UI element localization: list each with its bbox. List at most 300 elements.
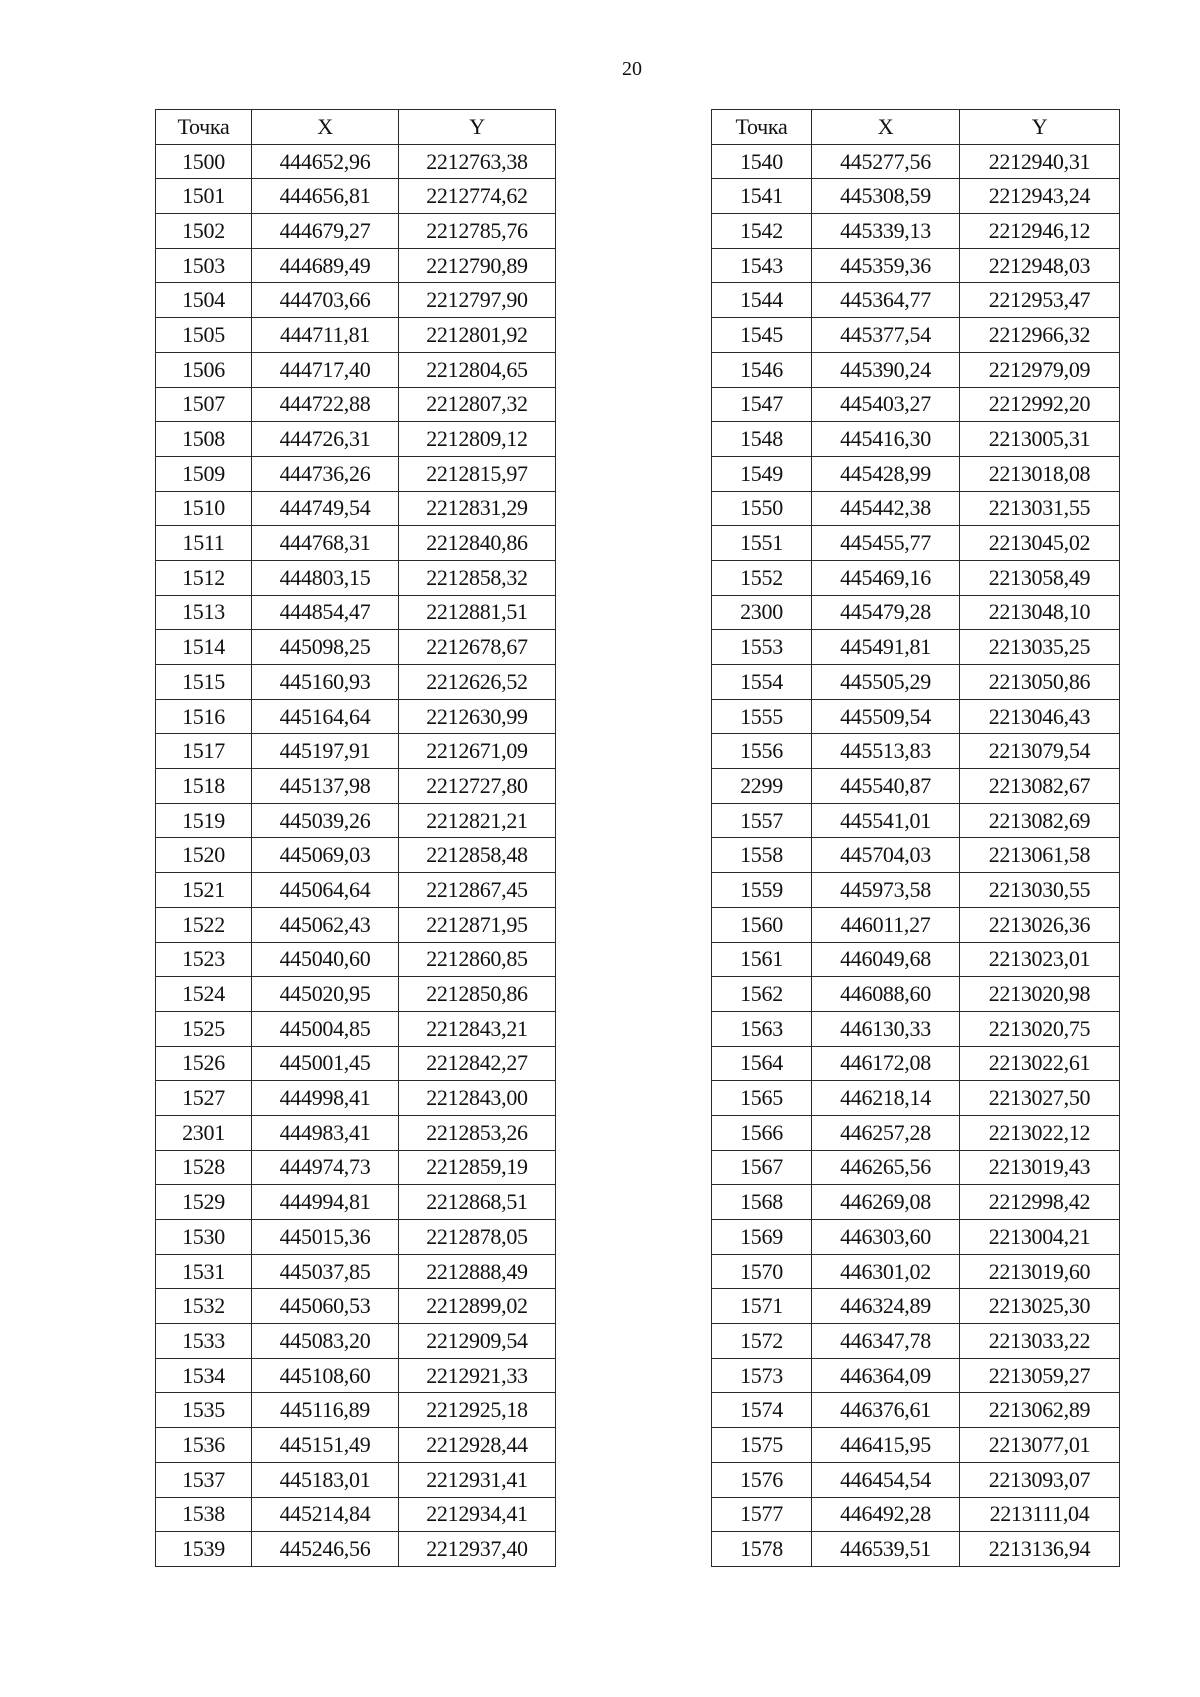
x-coordinate-cell: 446265,56 xyxy=(812,1150,960,1185)
y-coordinate-cell: 2213018,08 xyxy=(960,456,1120,491)
point-number-cell: 1516 xyxy=(156,699,252,734)
point-number-cell: 1532 xyxy=(156,1289,252,1324)
y-coordinate-cell: 2213022,12 xyxy=(960,1115,1120,1150)
x-coordinate-cell: 445040,60 xyxy=(252,942,399,977)
y-coordinate-cell: 2212888,49 xyxy=(399,1254,556,1289)
table-row xyxy=(712,248,1120,283)
point-number-cell: 1568 xyxy=(712,1185,812,1220)
header-x: X xyxy=(812,110,960,145)
point-number-cell: 1527 xyxy=(156,1081,252,1116)
table-row xyxy=(156,1150,556,1185)
y-coordinate-cell: 2213020,75 xyxy=(960,1011,1120,1046)
table-row xyxy=(156,665,556,700)
y-coordinate-cell: 2212678,67 xyxy=(399,630,556,665)
point-number-cell: 1571 xyxy=(712,1289,812,1324)
y-coordinate-cell: 2213004,21 xyxy=(960,1220,1120,1255)
point-number-cell: 1542 xyxy=(712,214,812,249)
header-y: Y xyxy=(399,110,556,145)
point-number-cell: 1573 xyxy=(712,1358,812,1393)
table-row xyxy=(712,1428,1120,1463)
y-coordinate-cell: 2213019,43 xyxy=(960,1150,1120,1185)
point-number-cell: 1566 xyxy=(712,1115,812,1150)
x-coordinate-cell: 445108,60 xyxy=(252,1358,399,1393)
y-coordinate-cell: 2213136,94 xyxy=(960,1532,1120,1567)
table-row xyxy=(712,1358,1120,1393)
point-number-cell: 1514 xyxy=(156,630,252,665)
table-row xyxy=(712,1081,1120,1116)
table-row xyxy=(712,1393,1120,1428)
point-number-cell: 1524 xyxy=(156,977,252,1012)
y-coordinate-cell: 2212860,85 xyxy=(399,942,556,977)
point-number-cell: 1530 xyxy=(156,1220,252,1255)
y-coordinate-cell: 2212867,45 xyxy=(399,873,556,908)
x-coordinate-cell: 446088,60 xyxy=(812,977,960,1012)
table-row xyxy=(712,352,1120,387)
y-coordinate-cell: 2213093,07 xyxy=(960,1462,1120,1497)
table-row xyxy=(156,838,556,873)
x-coordinate-cell: 445062,43 xyxy=(252,907,399,942)
table-row xyxy=(156,1220,556,1255)
table-row xyxy=(712,491,1120,526)
x-coordinate-cell: 445098,25 xyxy=(252,630,399,665)
table-row xyxy=(712,1150,1120,1185)
point-number-cell: 1501 xyxy=(156,179,252,214)
point-number-cell: 1556 xyxy=(712,734,812,769)
table-row xyxy=(712,1011,1120,1046)
y-coordinate-cell: 2212727,80 xyxy=(399,769,556,804)
point-number-cell: 1555 xyxy=(712,699,812,734)
header-point: Точка xyxy=(712,110,812,145)
y-coordinate-cell: 2213059,27 xyxy=(960,1358,1120,1393)
point-number-cell: 1576 xyxy=(712,1462,812,1497)
x-coordinate-cell: 444722,88 xyxy=(252,387,399,422)
x-coordinate-cell: 445973,58 xyxy=(812,873,960,908)
table-row xyxy=(712,1532,1120,1567)
table-row xyxy=(156,1358,556,1393)
table-row xyxy=(712,560,1120,595)
point-number-cell: 1549 xyxy=(712,456,812,491)
x-coordinate-cell: 446539,51 xyxy=(812,1532,960,1567)
x-coordinate-cell: 446492,28 xyxy=(812,1497,960,1532)
point-number-cell: 1502 xyxy=(156,214,252,249)
y-coordinate-cell: 2212921,33 xyxy=(399,1358,556,1393)
x-coordinate-cell: 445083,20 xyxy=(252,1324,399,1359)
coordinates-table-left xyxy=(155,109,556,1567)
y-coordinate-cell: 2212763,38 xyxy=(399,144,556,179)
table-row xyxy=(712,387,1120,422)
y-coordinate-cell: 2212934,41 xyxy=(399,1497,556,1532)
y-coordinate-cell: 2212909,54 xyxy=(399,1324,556,1359)
coordinates-table-right xyxy=(711,109,1120,1567)
y-coordinate-cell: 2213082,67 xyxy=(960,769,1120,804)
table-row xyxy=(712,838,1120,873)
y-coordinate-cell: 2212966,32 xyxy=(960,318,1120,353)
table-row xyxy=(156,803,556,838)
x-coordinate-cell: 446011,27 xyxy=(812,907,960,942)
point-number-cell: 1575 xyxy=(712,1428,812,1463)
x-coordinate-cell: 446049,68 xyxy=(812,942,960,977)
point-number-cell: 1569 xyxy=(712,1220,812,1255)
x-coordinate-cell: 446269,08 xyxy=(812,1185,960,1220)
point-number-cell: 1578 xyxy=(712,1532,812,1567)
y-coordinate-cell: 2213033,22 xyxy=(960,1324,1120,1359)
y-coordinate-cell: 2212801,92 xyxy=(399,318,556,353)
header-x: X xyxy=(252,110,399,145)
point-number-cell: 1508 xyxy=(156,422,252,457)
y-coordinate-cell: 2212925,18 xyxy=(399,1393,556,1428)
header-point: Точка xyxy=(156,110,252,145)
table-row xyxy=(156,1428,556,1463)
point-number-cell: 1560 xyxy=(712,907,812,942)
y-coordinate-cell: 2213019,60 xyxy=(960,1254,1120,1289)
x-coordinate-cell: 446257,28 xyxy=(812,1115,960,1150)
table-row xyxy=(712,769,1120,804)
y-coordinate-cell: 2212992,20 xyxy=(960,387,1120,422)
point-number-cell: 1540 xyxy=(712,144,812,179)
x-coordinate-cell: 445037,85 xyxy=(252,1254,399,1289)
x-coordinate-cell: 445339,13 xyxy=(812,214,960,249)
x-coordinate-cell: 444656,81 xyxy=(252,179,399,214)
point-number-cell: 1538 xyxy=(156,1497,252,1532)
y-coordinate-cell: 2212953,47 xyxy=(960,283,1120,318)
x-coordinate-cell: 445151,49 xyxy=(252,1428,399,1463)
y-coordinate-cell: 2212797,90 xyxy=(399,283,556,318)
y-coordinate-cell: 2212946,12 xyxy=(960,214,1120,249)
x-coordinate-cell: 445479,28 xyxy=(812,595,960,630)
x-coordinate-cell: 446218,14 xyxy=(812,1081,960,1116)
y-coordinate-cell: 2212843,00 xyxy=(399,1081,556,1116)
y-coordinate-cell: 2212831,29 xyxy=(399,491,556,526)
table-row xyxy=(156,1011,556,1046)
x-coordinate-cell: 446324,89 xyxy=(812,1289,960,1324)
table-row xyxy=(712,1115,1120,1150)
table-row xyxy=(156,907,556,942)
y-coordinate-cell: 2212785,76 xyxy=(399,214,556,249)
x-coordinate-cell: 445509,54 xyxy=(812,699,960,734)
point-number-cell: 1543 xyxy=(712,248,812,283)
y-coordinate-cell: 2213045,02 xyxy=(960,526,1120,561)
table-row xyxy=(712,699,1120,734)
x-coordinate-cell: 445214,84 xyxy=(252,1497,399,1532)
point-number-cell: 1526 xyxy=(156,1046,252,1081)
table-row xyxy=(712,1497,1120,1532)
point-number-cell: 1522 xyxy=(156,907,252,942)
y-coordinate-cell: 2213030,55 xyxy=(960,873,1120,908)
point-number-cell: 1577 xyxy=(712,1497,812,1532)
point-number-cell: 1529 xyxy=(156,1185,252,1220)
x-coordinate-cell: 444803,15 xyxy=(252,560,399,595)
x-coordinate-cell: 445069,03 xyxy=(252,838,399,873)
y-coordinate-cell: 2212878,05 xyxy=(399,1220,556,1255)
x-coordinate-cell: 444736,26 xyxy=(252,456,399,491)
x-coordinate-cell: 445540,87 xyxy=(812,769,960,804)
table-row xyxy=(712,283,1120,318)
table-row xyxy=(712,1220,1120,1255)
y-coordinate-cell: 2212931,41 xyxy=(399,1462,556,1497)
point-number-cell: 1559 xyxy=(712,873,812,908)
y-coordinate-cell: 2213026,36 xyxy=(960,907,1120,942)
x-coordinate-cell: 445277,56 xyxy=(812,144,960,179)
table-row xyxy=(156,1046,556,1081)
x-coordinate-cell: 445020,95 xyxy=(252,977,399,1012)
y-coordinate-cell: 2213035,25 xyxy=(960,630,1120,665)
table-row xyxy=(156,1462,556,1497)
x-coordinate-cell: 444768,31 xyxy=(252,526,399,561)
table-row xyxy=(712,595,1120,630)
table-row xyxy=(156,1324,556,1359)
x-coordinate-cell: 445505,29 xyxy=(812,665,960,700)
x-coordinate-cell: 444711,81 xyxy=(252,318,399,353)
x-coordinate-cell: 444994,81 xyxy=(252,1185,399,1220)
point-number-cell: 1507 xyxy=(156,387,252,422)
table-row xyxy=(156,699,556,734)
table-row xyxy=(156,491,556,526)
table-row xyxy=(712,1462,1120,1497)
point-number-cell: 1565 xyxy=(712,1081,812,1116)
table-row xyxy=(712,873,1120,908)
table-row xyxy=(712,942,1120,977)
x-coordinate-cell: 445364,77 xyxy=(812,283,960,318)
y-coordinate-cell: 2212774,62 xyxy=(399,179,556,214)
x-coordinate-cell: 446301,02 xyxy=(812,1254,960,1289)
x-coordinate-cell: 445039,26 xyxy=(252,803,399,838)
point-number-cell: 1552 xyxy=(712,560,812,595)
point-number-cell: 1505 xyxy=(156,318,252,353)
table-row xyxy=(156,456,556,491)
x-coordinate-cell: 445183,01 xyxy=(252,1462,399,1497)
x-coordinate-cell: 445015,36 xyxy=(252,1220,399,1255)
point-number-cell: 1533 xyxy=(156,1324,252,1359)
point-number-cell: 1500 xyxy=(156,144,252,179)
x-coordinate-cell: 445001,45 xyxy=(252,1046,399,1081)
table-row xyxy=(156,595,556,630)
table-row xyxy=(156,1497,556,1532)
y-coordinate-cell: 2212821,21 xyxy=(399,803,556,838)
table-row xyxy=(712,214,1120,249)
table-row xyxy=(712,1185,1120,1220)
y-coordinate-cell: 2213079,54 xyxy=(960,734,1120,769)
y-coordinate-cell: 2212809,12 xyxy=(399,422,556,457)
y-coordinate-cell: 2212943,24 xyxy=(960,179,1120,214)
point-number-cell: 1509 xyxy=(156,456,252,491)
x-coordinate-cell: 446415,95 xyxy=(812,1428,960,1463)
table-row xyxy=(156,630,556,665)
x-coordinate-cell: 445416,30 xyxy=(812,422,960,457)
point-number-cell: 1544 xyxy=(712,283,812,318)
y-coordinate-cell: 2213031,55 xyxy=(960,491,1120,526)
table-row xyxy=(156,1289,556,1324)
point-number-cell: 1572 xyxy=(712,1324,812,1359)
y-coordinate-cell: 2212858,32 xyxy=(399,560,556,595)
table-row xyxy=(156,352,556,387)
table-row xyxy=(156,734,556,769)
table-header-row xyxy=(156,110,556,145)
x-coordinate-cell: 444998,41 xyxy=(252,1081,399,1116)
point-number-cell: 1551 xyxy=(712,526,812,561)
table-row xyxy=(156,387,556,422)
x-coordinate-cell: 445308,59 xyxy=(812,179,960,214)
point-number-cell: 2299 xyxy=(712,769,812,804)
table-row xyxy=(712,630,1120,665)
x-coordinate-cell: 445377,54 xyxy=(812,318,960,353)
y-coordinate-cell: 2212940,31 xyxy=(960,144,1120,179)
y-coordinate-cell: 2212630,99 xyxy=(399,699,556,734)
point-number-cell: 2300 xyxy=(712,595,812,630)
table-row xyxy=(156,977,556,1012)
point-number-cell: 1546 xyxy=(712,352,812,387)
point-number-cell: 1548 xyxy=(712,422,812,457)
y-coordinate-cell: 2212871,95 xyxy=(399,907,556,942)
point-number-cell: 1513 xyxy=(156,595,252,630)
y-coordinate-cell: 2213111,04 xyxy=(960,1497,1120,1532)
y-coordinate-cell: 2213023,01 xyxy=(960,942,1120,977)
point-number-cell: 1518 xyxy=(156,769,252,804)
table-row xyxy=(712,803,1120,838)
point-number-cell: 1550 xyxy=(712,491,812,526)
point-number-cell: 1528 xyxy=(156,1150,252,1185)
y-coordinate-cell: 2212881,51 xyxy=(399,595,556,630)
y-coordinate-cell: 2212804,65 xyxy=(399,352,556,387)
y-coordinate-cell: 2213025,30 xyxy=(960,1289,1120,1324)
point-number-cell: 1521 xyxy=(156,873,252,908)
table-row xyxy=(712,907,1120,942)
x-coordinate-cell: 444974,73 xyxy=(252,1150,399,1185)
y-coordinate-cell: 2213027,50 xyxy=(960,1081,1120,1116)
table-row xyxy=(156,422,556,457)
x-coordinate-cell: 445116,89 xyxy=(252,1393,399,1428)
point-number-cell: 1535 xyxy=(156,1393,252,1428)
point-number-cell: 1525 xyxy=(156,1011,252,1046)
x-coordinate-cell: 445359,36 xyxy=(812,248,960,283)
x-coordinate-cell: 446454,54 xyxy=(812,1462,960,1497)
point-number-cell: 1558 xyxy=(712,838,812,873)
y-coordinate-cell: 2212979,09 xyxy=(960,352,1120,387)
x-coordinate-cell: 445491,81 xyxy=(812,630,960,665)
table-row xyxy=(156,248,556,283)
point-number-cell: 1536 xyxy=(156,1428,252,1463)
table-row xyxy=(156,1081,556,1116)
point-number-cell: 1574 xyxy=(712,1393,812,1428)
table-row xyxy=(712,318,1120,353)
x-coordinate-cell: 445442,38 xyxy=(812,491,960,526)
table-row xyxy=(712,144,1120,179)
x-coordinate-cell: 446130,33 xyxy=(812,1011,960,1046)
x-coordinate-cell: 445390,24 xyxy=(812,352,960,387)
table-header-row xyxy=(712,110,1120,145)
point-number-cell: 1567 xyxy=(712,1150,812,1185)
x-coordinate-cell: 444703,66 xyxy=(252,283,399,318)
y-coordinate-cell: 2212899,02 xyxy=(399,1289,556,1324)
y-coordinate-cell: 2212948,03 xyxy=(960,248,1120,283)
table-row xyxy=(156,144,556,179)
x-coordinate-cell: 445428,99 xyxy=(812,456,960,491)
table-row xyxy=(156,318,556,353)
point-number-cell: 1554 xyxy=(712,665,812,700)
y-coordinate-cell: 2212671,09 xyxy=(399,734,556,769)
table-row xyxy=(156,1115,556,1150)
point-number-cell: 1539 xyxy=(156,1532,252,1567)
y-coordinate-cell: 2212843,21 xyxy=(399,1011,556,1046)
x-coordinate-cell: 445064,64 xyxy=(252,873,399,908)
x-coordinate-cell: 445004,85 xyxy=(252,1011,399,1046)
y-coordinate-cell: 2212815,97 xyxy=(399,456,556,491)
table-row xyxy=(712,422,1120,457)
point-number-cell: 1517 xyxy=(156,734,252,769)
x-coordinate-cell: 445455,77 xyxy=(812,526,960,561)
y-coordinate-cell: 2212840,86 xyxy=(399,526,556,561)
x-coordinate-cell: 446364,09 xyxy=(812,1358,960,1393)
point-number-cell: 1520 xyxy=(156,838,252,873)
y-coordinate-cell: 2212790,89 xyxy=(399,248,556,283)
point-number-cell: 1545 xyxy=(712,318,812,353)
table-row xyxy=(712,526,1120,561)
y-coordinate-cell: 2213061,58 xyxy=(960,838,1120,873)
point-number-cell: 1562 xyxy=(712,977,812,1012)
y-coordinate-cell: 2213005,31 xyxy=(960,422,1120,457)
x-coordinate-cell: 445704,03 xyxy=(812,838,960,873)
header-y: Y xyxy=(960,110,1120,145)
table-row xyxy=(156,560,556,595)
table-row xyxy=(712,977,1120,1012)
table-row xyxy=(712,456,1120,491)
y-coordinate-cell: 2213077,01 xyxy=(960,1428,1120,1463)
x-coordinate-cell: 444854,47 xyxy=(252,595,399,630)
table-row xyxy=(156,283,556,318)
point-number-cell: 1563 xyxy=(712,1011,812,1046)
table-row xyxy=(156,1185,556,1220)
table-row xyxy=(712,1046,1120,1081)
y-coordinate-cell: 2212807,32 xyxy=(399,387,556,422)
y-coordinate-cell: 2212858,48 xyxy=(399,838,556,873)
point-number-cell: 1570 xyxy=(712,1254,812,1289)
table-row xyxy=(156,179,556,214)
x-coordinate-cell: 446172,08 xyxy=(812,1046,960,1081)
page-number: 20 xyxy=(622,58,642,80)
x-coordinate-cell: 445160,93 xyxy=(252,665,399,700)
x-coordinate-cell: 445469,16 xyxy=(812,560,960,595)
y-coordinate-cell: 2212928,44 xyxy=(399,1428,556,1463)
table-row xyxy=(156,873,556,908)
point-number-cell: 1510 xyxy=(156,491,252,526)
table-row xyxy=(156,769,556,804)
y-coordinate-cell: 2213058,49 xyxy=(960,560,1120,595)
x-coordinate-cell: 445403,27 xyxy=(812,387,960,422)
x-coordinate-cell: 444652,96 xyxy=(252,144,399,179)
x-coordinate-cell: 445197,91 xyxy=(252,734,399,769)
y-coordinate-cell: 2213062,89 xyxy=(960,1393,1120,1428)
point-number-cell: 1515 xyxy=(156,665,252,700)
x-coordinate-cell: 446303,60 xyxy=(812,1220,960,1255)
y-coordinate-cell: 2212626,52 xyxy=(399,665,556,700)
table-row xyxy=(712,179,1120,214)
table-row xyxy=(712,1289,1120,1324)
x-coordinate-cell: 444689,49 xyxy=(252,248,399,283)
point-number-cell: 1506 xyxy=(156,352,252,387)
table-row xyxy=(156,526,556,561)
y-coordinate-cell: 2213050,86 xyxy=(960,665,1120,700)
x-coordinate-cell: 444749,54 xyxy=(252,491,399,526)
point-number-cell: 1531 xyxy=(156,1254,252,1289)
point-number-cell: 1541 xyxy=(712,179,812,214)
x-coordinate-cell: 445246,56 xyxy=(252,1532,399,1567)
y-coordinate-cell: 2213022,61 xyxy=(960,1046,1120,1081)
x-coordinate-cell: 444717,40 xyxy=(252,352,399,387)
point-number-cell: 1504 xyxy=(156,283,252,318)
point-number-cell: 1519 xyxy=(156,803,252,838)
x-coordinate-cell: 446347,78 xyxy=(812,1324,960,1359)
x-coordinate-cell: 446376,61 xyxy=(812,1393,960,1428)
table-row xyxy=(156,1532,556,1567)
